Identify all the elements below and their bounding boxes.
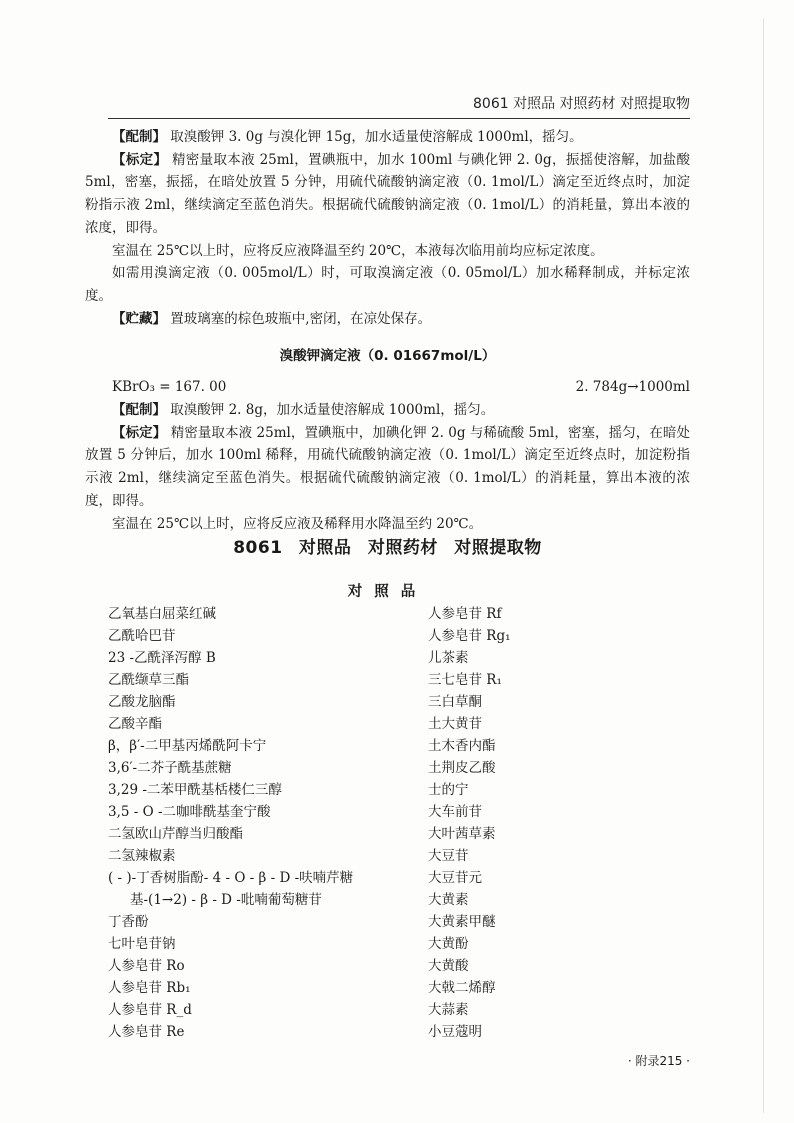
std-tag: 【标定】 xyxy=(112,151,168,168)
list-item: 七叶皂苷钠 xyxy=(108,936,176,952)
main-content xyxy=(85,126,690,535)
list-item: 3,5 - O -二咖啡酰基奎宁酸 xyxy=(108,804,271,820)
list-item: ( - )-丁香树脂酚- 4 - O - β - D -呋喃芹糖 xyxy=(108,870,354,886)
prep-tag: 【配制】 xyxy=(112,129,166,145)
list-item: 乙酸辛酯 xyxy=(108,716,162,732)
list-item-continuation: 基-(1→2) - β - D -吡喃葡萄糖苷 xyxy=(130,892,322,908)
list-item: 3,29 -二苯甲酰基栝楼仁三醇 xyxy=(108,782,282,798)
list-item: 儿茶素 xyxy=(428,650,469,666)
list-item: 大叶茜草素 xyxy=(428,826,496,842)
note-paragraph-2: 如需用溴滴定液（0. 005mol/L）时，可取溴滴定液（0. 05mol/L）加水稀释制成，并标定浓度。 xyxy=(85,265,690,304)
list-item: 乙酸龙脑酯 xyxy=(108,694,176,710)
header-rule xyxy=(108,118,690,119)
prep-text: 取溴酸钾 3. 0g 与溴化钾 15g，加水适量使溶解成 1000ml，摇匀。 xyxy=(170,129,583,145)
running-header: 8061 对照品 对照药材 对照提取物 xyxy=(473,96,690,112)
list-item: 大黄素甲醚 xyxy=(428,914,496,930)
list-item: 大豆苷元 xyxy=(428,870,482,886)
list-item: 大黄酸 xyxy=(428,958,469,974)
prep-paragraph xyxy=(85,126,690,149)
list-item: 人参皂苷 Rf xyxy=(428,606,502,622)
formula-row xyxy=(85,376,690,399)
storage-text: 置玻璃塞的棕色玻瓶中,密闭，在凉处保存。 xyxy=(170,310,432,327)
list-item: 人参皂苷 R_d xyxy=(108,1002,192,1018)
list-item: 大黄素 xyxy=(428,892,469,908)
std-text: 精密量取本液 25ml，置碘瓶中，加水 100ml 与碘化钾 2. 0g，振摇使溶解，加盐酸 5ml，密塞，振摇，在暗处放置 5 分钟，用硫代硫酸钠滴定液（0. 1mol/L）滴定至近终点时，加淀粉指示液 2ml，继续滴定至蓝色消失。根据硫代硫酸钠滴定液（0. 1mol/L）的消耗量，算出本液的浓度，即得。 xyxy=(85,151,690,236)
kbro3-prep-paragraph xyxy=(85,399,690,422)
storage-paragraph xyxy=(85,308,690,331)
kbro3-std-paragraph xyxy=(85,422,690,513)
list-item: 大戟二烯醇 xyxy=(428,980,496,996)
std-paragraph xyxy=(85,149,690,240)
kbro3-std-text: 精密量取本液 25ml，置碘瓶中，加碘化钾 2. 0g 与稀硫酸 5ml，密塞，摇匀，在暗处放置 5 分钟后，加水 100ml 稀释，用硫代硫酸钠滴定液（0. 1mol/L）滴定至近终点时，加淀粉指示液 2ml，继续滴定至蓝色消失。根据硫代硫酸钠滴定液（0. 1mol/L）的消耗量，算出本液的浓度，即得。 xyxy=(85,424,691,509)
list-item: 二氢欧山芹醇当归酸酯 xyxy=(108,826,243,842)
list-item: 人参皂苷 Re xyxy=(108,1024,185,1040)
list-item: 乙酰缬草三酯 xyxy=(108,672,189,688)
note-paragraph-1: 室温在 25℃以上时，应将反应液降温至约 20℃，本液每次临用前均应标定浓度。 xyxy=(112,242,604,259)
list-column-1 xyxy=(108,603,428,1043)
list-item: 土大黄苷 xyxy=(428,716,482,732)
list-item: 3,6′-二芥子酰基蔗糖 xyxy=(108,760,232,776)
formula-right: 2. 784g→1000ml xyxy=(575,379,690,396)
storage-tag: 【贮藏】 xyxy=(112,310,166,327)
list-item: 乙氧基白屈菜红碱 xyxy=(108,606,216,622)
kbro3-prep-text: 取溴酸钾 2. 8g，加水适量使溶解成 1000ml，摇匀。 xyxy=(170,402,495,419)
list-item: 土木香内酯 xyxy=(428,738,496,754)
kbro3-title: 溴酸钾滴定液（0. 01667mol/L） xyxy=(279,348,496,365)
list-item: 人参皂苷 Ro xyxy=(108,958,185,974)
list-item: 23 -乙酰泽泻醇 B xyxy=(108,650,216,666)
list-item: 乙酰哈巴苷 xyxy=(108,628,176,644)
formula-left: KBrO₃ = 167. 00 xyxy=(112,379,227,396)
list-item: 士的宁 xyxy=(428,782,469,798)
page-number: · 附录215 · xyxy=(627,1054,690,1068)
kbro3-prep-tag: 【配制】 xyxy=(112,402,166,419)
list-item: 二氢辣椒素 xyxy=(108,848,176,864)
list-item: 大黄酚 xyxy=(428,936,469,952)
list-item: 三七皂苷 R₁ xyxy=(428,672,502,688)
list-item: 大车前苷 xyxy=(428,804,482,820)
list-column-2 xyxy=(428,603,668,1043)
subsection-title: 对照品 xyxy=(347,584,428,600)
list-item: β，β′-二甲基丙烯酰阿卡宁 xyxy=(108,738,267,754)
reference-substance-list xyxy=(108,603,668,1043)
list-item: 大豆苷 xyxy=(428,848,469,864)
list-item: 三白草酮 xyxy=(428,694,482,710)
list-item: 人参皂苷 Rb₁ xyxy=(108,980,191,996)
list-item: 人参皂苷 Rg₁ xyxy=(428,628,511,644)
list-item: 土荆皮乙酸 xyxy=(428,760,496,776)
section-title: 8061 对照品 对照药材 对照提取物 xyxy=(233,538,542,558)
kbro3-note: 室温在 25℃以上时，应将反应液及稀释用水降温至约 20℃。 xyxy=(112,515,483,532)
page-edge-line xyxy=(763,18,764,1113)
kbro3-std-tag: 【标定】 xyxy=(112,424,167,441)
list-item: 丁香酚 xyxy=(108,914,149,930)
list-item: 大蒜素 xyxy=(428,1002,469,1018)
list-item: 小豆蔻明 xyxy=(428,1024,482,1040)
